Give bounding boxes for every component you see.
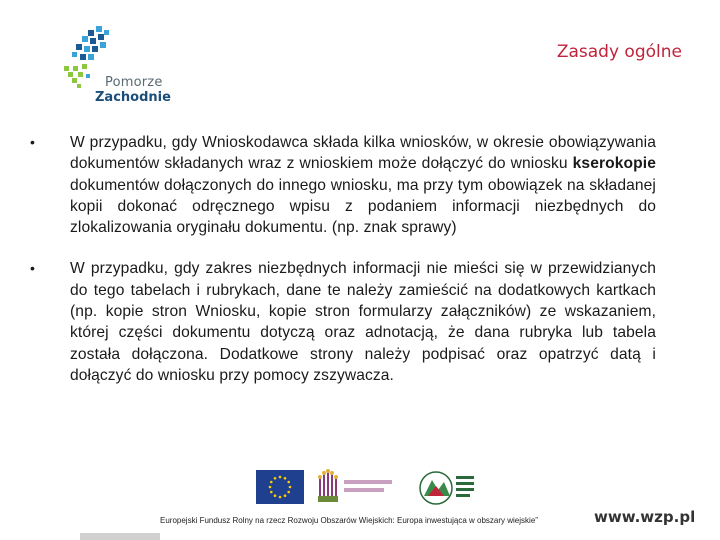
bullet-item	[30, 258, 656, 386]
leader-logo-icon	[314, 466, 414, 508]
site-url-link[interactable]: www.wzp.pl	[594, 508, 696, 526]
bullet-symbol: •	[30, 134, 35, 150]
footer-caption: Europejski Fundusz Rolny na rzecz Rozwoju Obszarów Wiejskich: Europa inwestująca w obszary wiejskie”	[160, 516, 538, 525]
bottom-bar	[80, 533, 160, 540]
prow-logo-icon	[418, 466, 478, 510]
logo-text-zachodnie: Zachodnie	[95, 90, 171, 105]
footer-logos	[256, 466, 476, 510]
pomorze-zachodnie-logo	[58, 22, 178, 108]
bullet-list	[30, 132, 656, 406]
bullet-text: W przypadku, gdy zakres niezbędnych informacji nie mieści się w przewidzianych do tego tabelach i rubrykach, dane te należy zamieścić na dodatkowych kartkach (np. kopie stron Wniosku, kopie stron formularzy załączników) ze wskazaniem, której części dokumentu dotyczą oraz adnotacją, że dana rubryka lub tabela została dołączona. Dodatkowe strony należy podpisać oraz opatrzyć datą i dołączyć do wniosku przy pomocy zszywacza.	[70, 260, 656, 384]
bullet-item	[30, 132, 656, 238]
bullet-text-part: W przypadku, gdy Wnioskodawca składa kilka wniosków, w okresie obowiązywania dokumentów składanych wraz z wnioskiem może dołączyć do wniosku	[70, 134, 656, 173]
bullet-text	[70, 132, 656, 238]
bullet-symbol: •	[30, 260, 35, 277]
slide-title: Zasady ogólne	[556, 42, 682, 62]
bullet-bold-term: kserokopie	[572, 155, 656, 173]
eu-flag-icon	[256, 470, 304, 504]
bullet-text-part: dokumentów dołączonych do innego wniosku, ma przy tym obowiązek na składanej kopii dokonać odręcznego wpisu z podaniem informacji niezbędnych do zlokalizowania oryginału dokumentu. (np. znak sprawy)	[70, 176, 656, 237]
logo-text-pomorze: Pomorze	[105, 75, 163, 90]
